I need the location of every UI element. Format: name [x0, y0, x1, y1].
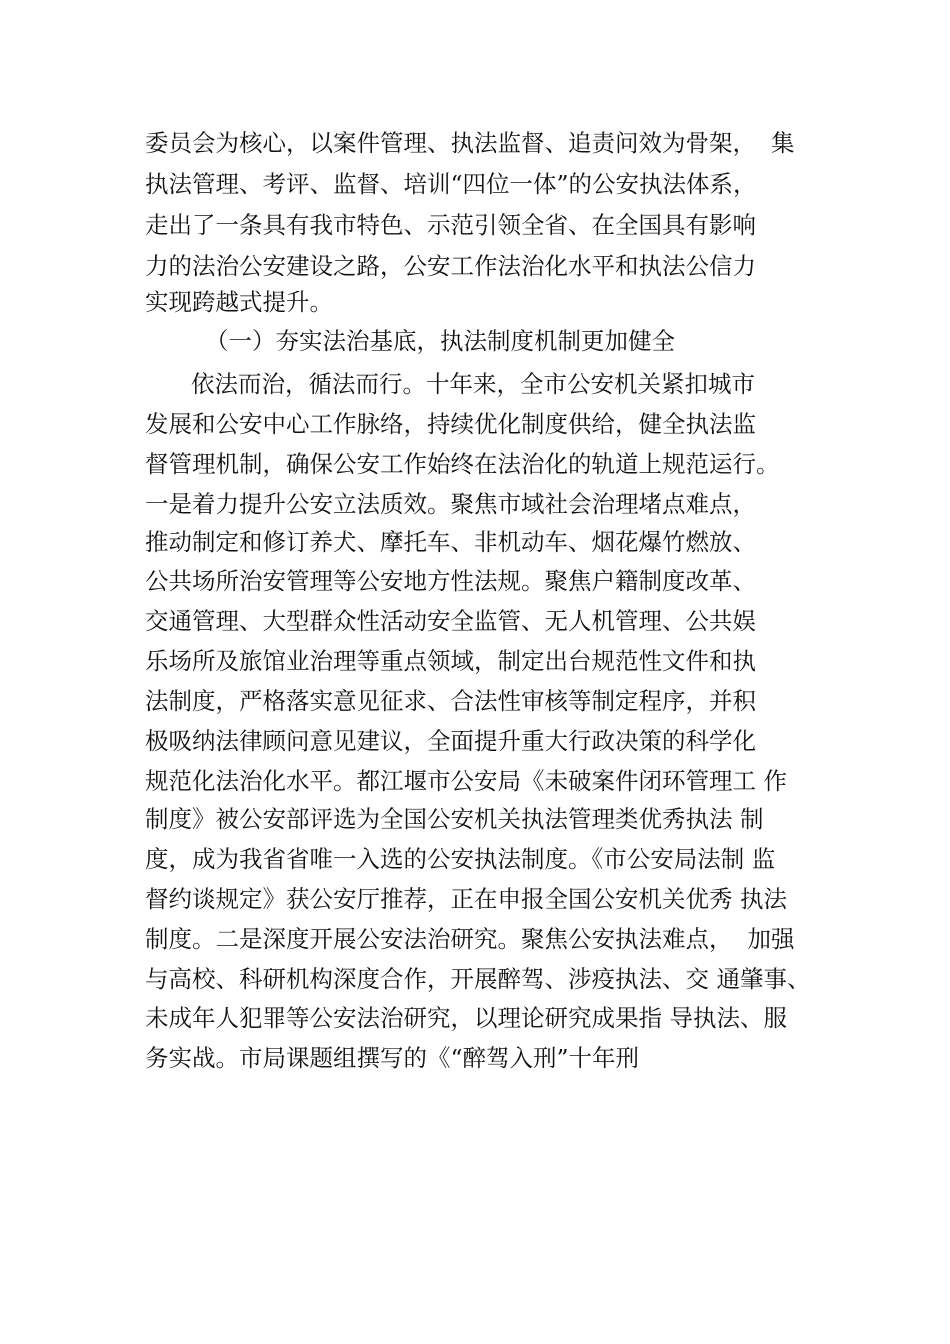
body-text-line: 务实战。市局课题组撰写的《“醉驾入刑”十年刑	[145, 1044, 640, 1072]
body-text-line: 公共场所治安管理等公安地方性法规。聚焦户籍制度改革、	[145, 567, 756, 595]
body-text-line: 执法管理、考评、监督、培训“四位一体”的公安执法体系，	[145, 170, 757, 198]
section-heading: （一）夯实法治基底，执法制度机制更加健全	[205, 327, 675, 355]
body-text-line: 督管理机制，确保公安工作始终在法治化的轨道上规范运行。	[145, 450, 780, 478]
body-text-line: 实现跨越式提升。	[145, 288, 333, 316]
body-text-line: 度，成为我省省唯一入选的公安执法制度。《市公安局法制 监	[145, 845, 776, 873]
body-text-line: 制度》被公安部评选为全国公安机关执法管理类优秀执法 制	[145, 805, 764, 833]
body-text-line: 走出了一条具有我市特色、示范引领全省、在全国具有影响	[145, 211, 756, 239]
body-text-line: 一是着力提升公安立法质效。聚焦市域社会治理堵点难点，	[145, 490, 756, 518]
body-text-line: 督约谈规定》获公安厅推荐，正在申报全国公安机关优秀 执法	[145, 885, 787, 913]
body-text-line: 极吸纳法律顾问意见建议，全面提升重大行政决策的科学化	[145, 727, 756, 755]
body-text-line: 委员会为核心，以案件管理、执法监督、追责问效为骨架， 集	[145, 129, 795, 157]
body-text-line: 依法而治，循法而行。十年来，全市公安机关紧扣城市	[191, 370, 755, 398]
body-text-line: 规范化法治化水平。都江堰市公安局《未破案件闭环管理工 作	[145, 767, 787, 795]
body-text-line: 制度。二是深度开展公安法治研究。聚焦公安执法难点， 加强	[145, 925, 795, 953]
body-text-line: 未成年人犯罪等公安法治研究，以理论研究成果指 导执法、服	[145, 1004, 787, 1032]
body-text-line: 力的法治公安建设之路，公安工作法治化水平和执法公信力	[145, 252, 756, 280]
body-text-line: 发展和公安中心工作脉络，持续优化制度供给，健全执法监	[145, 410, 756, 438]
body-text-line: 乐场所及旅馆业治理等重点领域，制定出台规范性文件和执	[145, 647, 756, 675]
body-text-line: 交通管理、大型群众性活动安全监管、无人机管理、公共娱	[145, 607, 756, 635]
body-text-line: 与高校、科研机构深度合作，开展醉驾、涉疫执法、交 通肇事、	[145, 965, 811, 993]
body-text-line: 法制度，严格落实意见征求、合法性审核等制定程序，并积	[145, 687, 756, 715]
body-text-line: 推动制定和修订养犬、摩托车、非机动车、烟花爆竹燃放、	[145, 528, 756, 556]
